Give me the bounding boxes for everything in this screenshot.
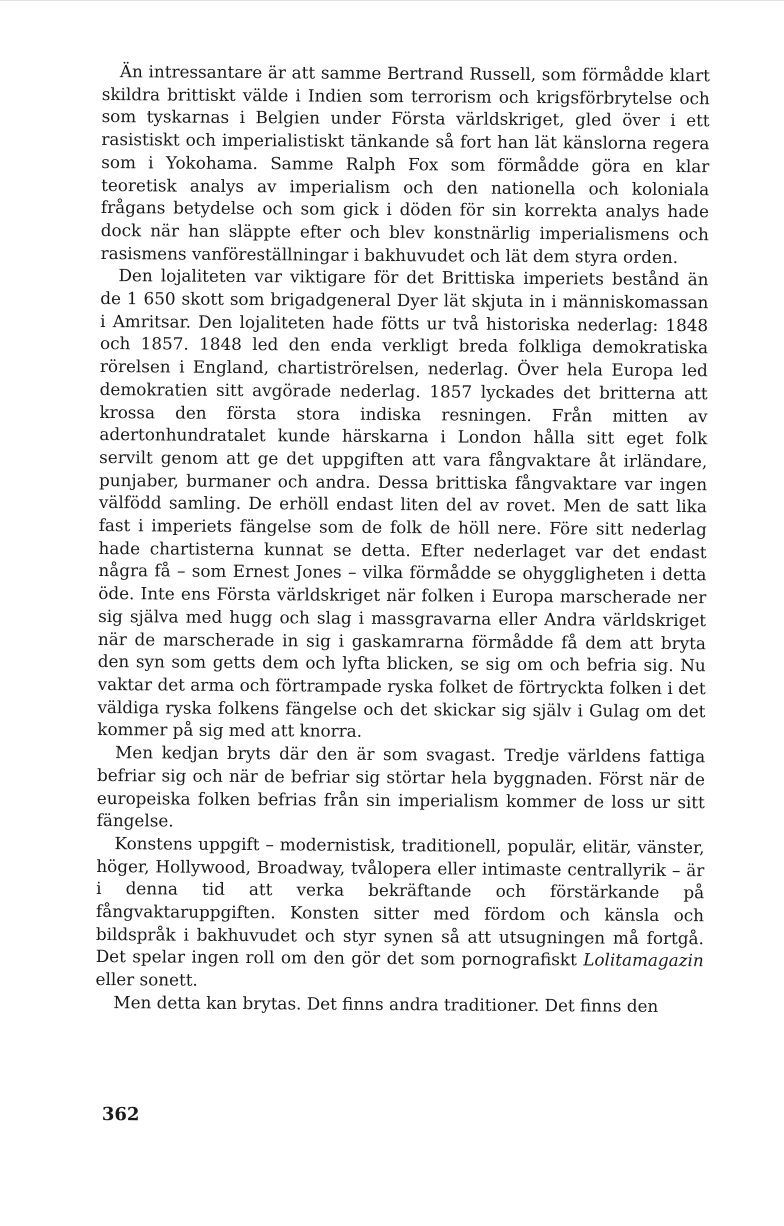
page-top-edge bbox=[0, 0, 784, 1]
book-page-body bbox=[95, 60, 710, 1018]
paragraph-art-task-italic-title: Lolitamagazin bbox=[583, 949, 704, 971]
paragraph-other-traditions: Men detta kan brytas. Det finns andra traditioner. Det finns den bbox=[113, 991, 659, 1016]
paragraph-art-task-text-before: Konstens uppgift – modernistisk, traditionell, populär, elitär, vänster, höger, Hollywood, Broadway, tvålopera eller intimaste centrallyrik – är i denna tid att verka bekräftande och förstärkande på fångvaktaruppgiften. Konsten sitter med fördom och känsla och bildspråk i bakhuvudet och styr synen så att utsugningen må fortgå. Det spelar ingen roll om den gör det som pornografiskt bbox=[95, 833, 705, 970]
page-number: 362 bbox=[101, 1104, 140, 1126]
paragraph-russell-fox: Än intressantare är att samme Bertrand Russell, som förmådde klart skildra brittiskt välde i Indien som terrorism och krigsförbrytelse och som tyskarnas i Belgien under Första världskriget, gled över i ett rasistiskt och imperialistiskt tänkande så fort han lät känslorna regera som i Yokohama. Samme Ralph Fox som förmådde göra en klar teoretisk analys av imperialism och den nationella och koloniala frågans betydelse och som gick i döden för sin korrekta analys hade dock när han släppte efter och blev konstnärlig imperialismens och rasismens vanföreställningar i bakhuvudet och lät dem styra orden. bbox=[100, 61, 710, 267]
paragraph-chain-breaks: Men kedjan bryts där den är som svagast. Tredje världens fattiga befriar sig och när de befriar sig störtar hela byggnaden. Först när de europeiska folken befrias från sin imperialism kommer de loss ur sitt fängelse. bbox=[96, 742, 706, 831]
paragraph-loyalty-empire: Den lojaliteten var viktigare för det Brittiska imperiets bestånd än de 1 650 skott som brigadgeneral Dyer lät skjuta in i människomassan i Amritsar. Den lojaliteten hade fötts ur två historiska nederlag: 1848 och 1857. 1848 led den enda verkligt breda folkliga demokratiska rörelsen i England, chartiströrelsen, nederlag. Över hela Europa led demokratien sitt avgörade nederlag. 1857 lyckades det britterna att krossa den första stora indiska resningen. Från mitten av adertonhundratalet kunde härskarna i London hålla sitt eget folk servilt genom att ge det uppgiften att vara fångvaktare åt irländare, punjaber, burmaner och andra. Dessa brittiska fångvaktare var ingen välfödd samling. De erhöll endast liten del av rovet. Men de satt lika fast i imperiets fängelse som de folk de höll nere. Före sitt nederlag hade chartisterna kunnat se detta. Efter nederlaget var det endast några få – som Ernest Jones – vilka förmådde se ohyggligheten i detta öde. Inte ens Första världskriget när folken i Europa marscherade ner sig själva med hugg och slag i massgravarna eller Andra världskriget när de marscherade in sig i gaskamrarna förmådde få dem att bryta den syn som getts dem och lyfta blicken, se sig om och befria sig. Nu vaktar det arma och förtrampade ryska folket de förtryckta folken i det väldiga ryska folkens fängelse och det skickar sig själv i Gulag om det kommer på sig med att knorra. bbox=[97, 265, 709, 742]
paragraph-art-task-text-after: eller sonett. bbox=[95, 969, 198, 990]
paragraph-art-task bbox=[96, 832, 705, 995]
